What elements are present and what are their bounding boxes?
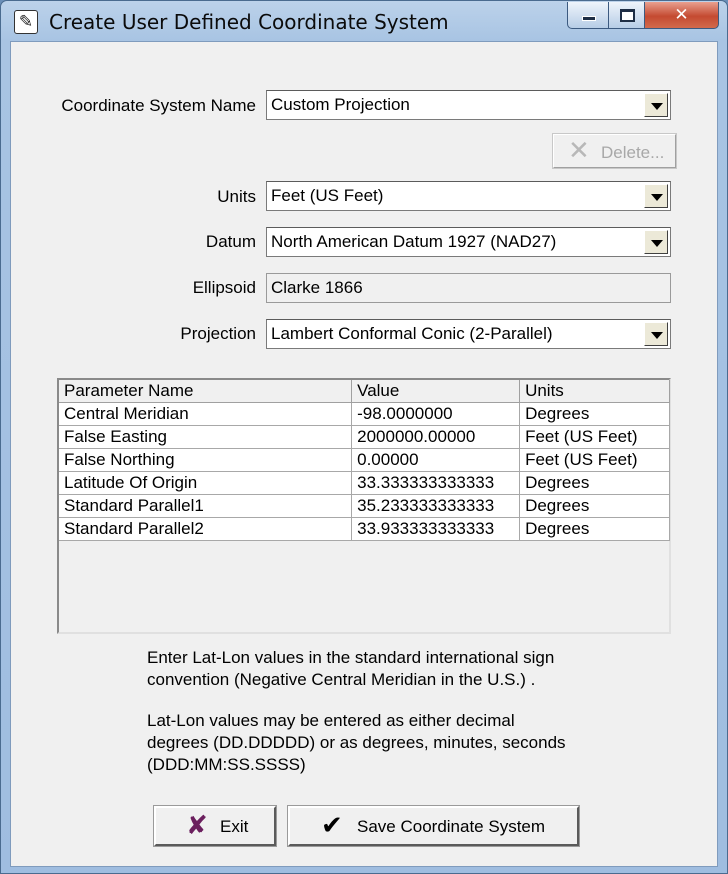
dropdown-arrow-icon[interactable] [644,93,668,117]
minimize-icon [582,16,596,21]
units-label: Units [217,187,256,206]
coord-name-value: Custom Projection [271,95,410,114]
table-row[interactable] [59,472,670,495]
checkmark-icon: ✔ [321,811,343,841]
title-bar[interactable] [1,1,727,41]
dropdown-arrow-icon[interactable] [644,322,668,346]
delete-button [553,134,676,168]
param-value-cell[interactable]: 0.00000 [352,449,520,472]
ellipsoid-field [266,273,671,303]
table-row[interactable] [59,495,670,518]
exit-button[interactable] [154,806,276,846]
dialog-client-area [10,41,718,867]
ellipsoid-label: Ellipsoid [192,278,256,297]
datum-combobox[interactable] [266,227,671,257]
exit-label: Exit [220,817,249,836]
grid-header-row [59,380,670,403]
maximize-button[interactable] [608,2,645,29]
column-header[interactable]: Units [520,380,670,403]
param-name-cell[interactable]: Standard Parallel1 [59,495,352,518]
projection-label: Projection [180,324,256,343]
param-units-cell[interactable]: Feet (US Feet) [520,426,670,449]
param-name-cell[interactable]: Latitude Of Origin [59,472,352,495]
projection-combobox[interactable] [266,319,671,349]
note-line: Enter Lat-Lon values in the standard international sign [147,648,555,667]
table-row[interactable] [59,518,670,541]
close-button[interactable] [644,2,719,29]
units-value: Feet (US Feet) [271,186,384,205]
delete-label: Delete... [601,143,665,162]
dropdown-arrow-icon[interactable] [644,184,668,208]
column-header[interactable]: Value [352,380,520,403]
param-units-cell[interactable]: Feet (US Feet) [520,449,670,472]
param-value-cell[interactable]: 2000000.00000 [352,426,520,449]
param-units-cell[interactable]: Degrees [520,518,670,541]
minimize-button[interactable] [567,2,609,29]
table-row[interactable] [59,403,670,426]
window-title: Create User Defined Coordinate System [49,10,449,34]
dropdown-arrow-icon[interactable] [644,230,668,254]
table-row[interactable] [59,426,670,449]
param-value-cell[interactable]: -98.0000000 [352,403,520,426]
param-name-cell[interactable]: Standard Parallel2 [59,518,352,541]
param-units-cell[interactable]: Degrees [520,403,670,426]
note-line: (DDD:MM:SS.SSSS) [147,755,306,774]
param-name-cell[interactable]: False Northing [59,449,352,472]
param-value-cell[interactable]: 35.233333333333 [352,495,520,518]
ellipsoid-value: Clarke 1866 [271,278,363,297]
units-combobox[interactable] [266,181,671,211]
coord-name-label: Coordinate System Name [61,96,256,115]
exit-x-icon: ✘ [186,811,208,841]
param-value-cell[interactable]: 33.933333333333 [352,518,520,541]
save-coordinate-system-button[interactable] [288,806,579,846]
coord-name-combobox[interactable] [266,90,671,120]
datum-value: North American Datum 1927 (NAD27) [271,232,557,251]
note-line: convention (Negative Central Meridian in the U.S.) . [147,670,536,689]
param-units-cell[interactable]: Degrees [520,495,670,518]
globe-pencil-icon: ✎ [14,10,38,34]
parameter-grid[interactable] [57,378,671,634]
param-value-cell[interactable]: 33.333333333333 [352,472,520,495]
save-label: Save Coordinate System [357,817,546,836]
param-name-cell[interactable]: Central Meridian [59,403,352,426]
table-row[interactable] [59,449,670,472]
column-header[interactable]: Parameter Name [59,380,352,403]
param-name-cell[interactable]: False Easting [59,426,352,449]
note-line: degrees (DD.DDDDD) or as degrees, minutes, seconds [147,733,566,752]
datum-label: Datum [205,232,256,251]
param-units-cell[interactable]: Degrees [520,472,670,495]
projection-value: Lambert Conformal Conic (2-Parallel) [271,324,553,343]
note-line: Lat-Lon values may be entered as either decimal [147,711,515,730]
close-icon: ✕ [674,5,689,25]
maximize-icon [620,9,635,22]
delete-x-icon: ✕ [568,136,590,166]
